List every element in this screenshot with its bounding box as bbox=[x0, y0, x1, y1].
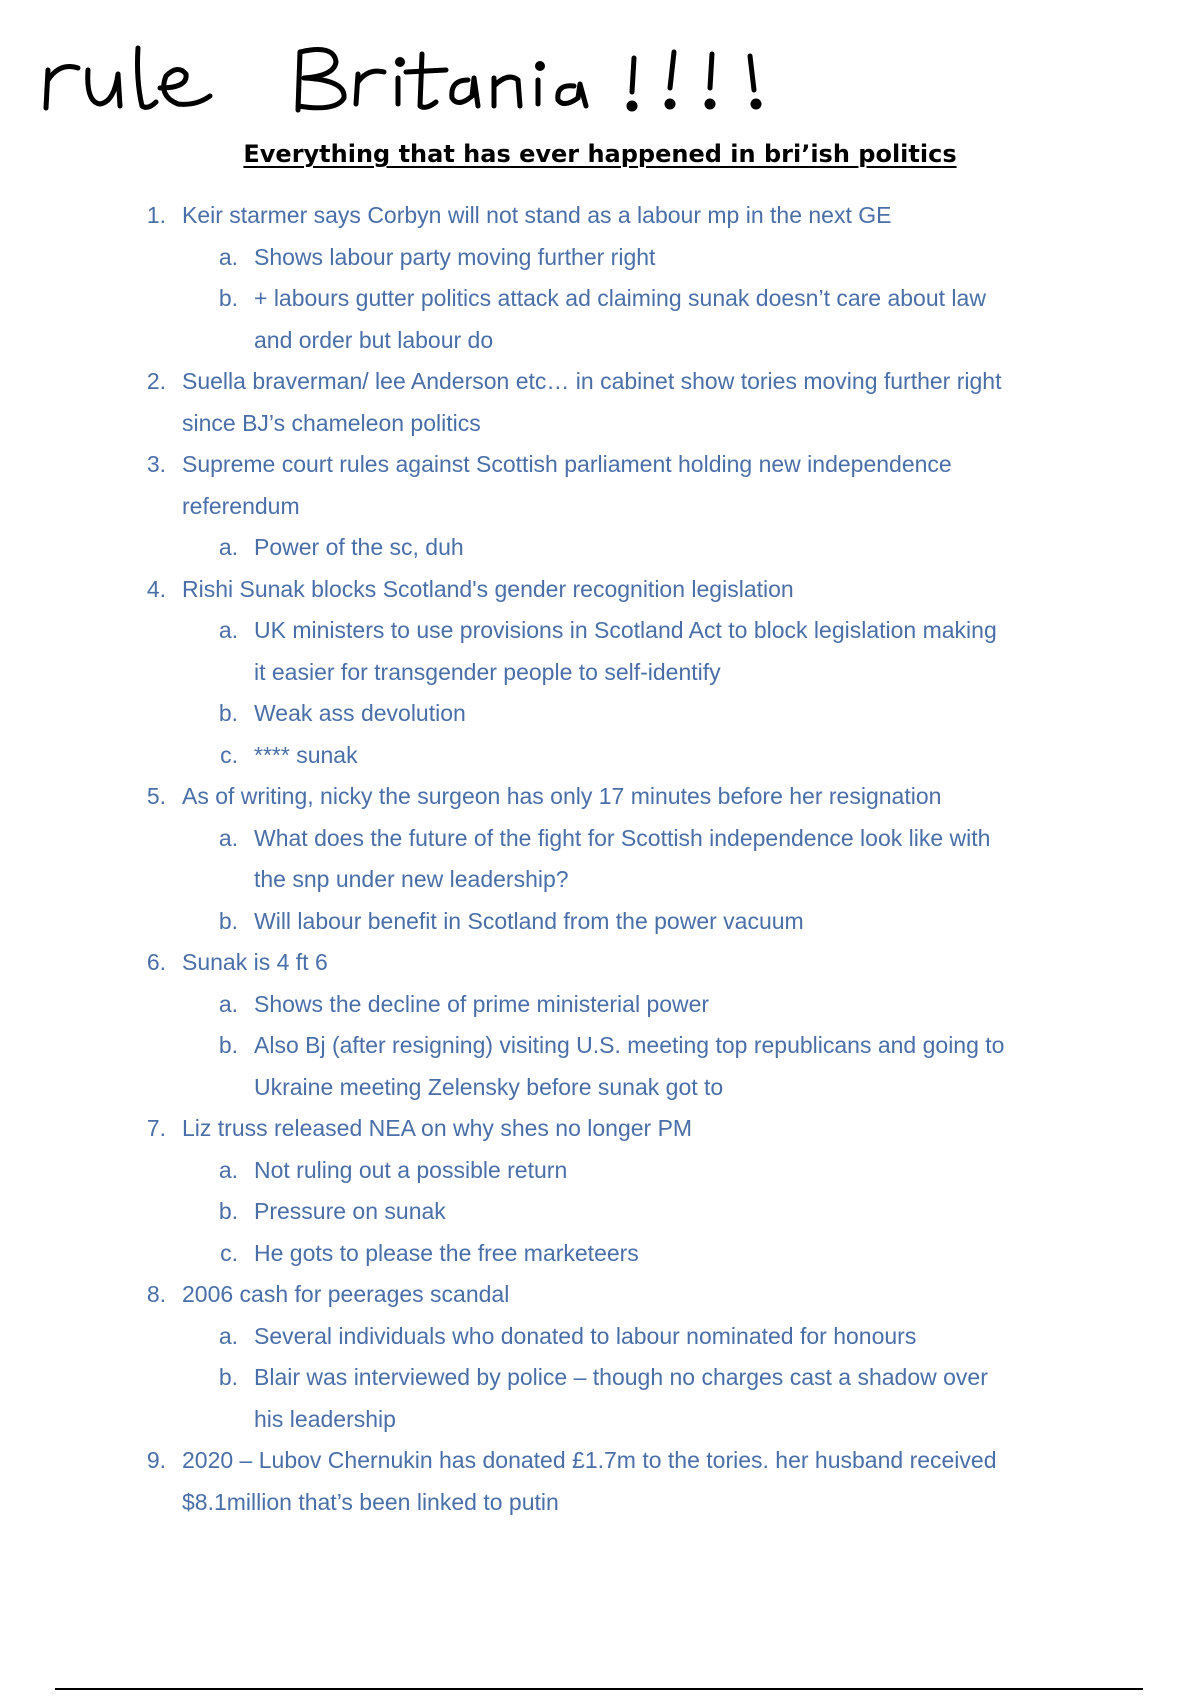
list-marker: 7. bbox=[146, 1115, 166, 1141]
list-item-text: Sunak is 4 ft 6 bbox=[182, 949, 328, 975]
list-item-text: $8.1million that’s been linked to putin bbox=[182, 1488, 559, 1515]
list-item bbox=[0, 1191, 1200, 1233]
list-marker: 2. bbox=[146, 368, 166, 394]
list-item-continuation bbox=[0, 486, 1200, 528]
list-item-continuation bbox=[0, 1399, 1200, 1441]
page-bottom-rule bbox=[55, 1688, 1143, 1690]
list-marker: b. bbox=[218, 285, 238, 311]
list-marker: a. bbox=[218, 534, 238, 560]
list-marker: 4. bbox=[146, 575, 166, 602]
list-marker: a. bbox=[218, 617, 238, 643]
list-item bbox=[0, 527, 1200, 569]
list-marker: 8. bbox=[146, 1281, 166, 1307]
list-item-text: **** sunak bbox=[254, 741, 358, 768]
list-item-continuation bbox=[0, 1482, 1200, 1524]
list-marker: a. bbox=[218, 1156, 238, 1183]
list-marker: 1. bbox=[146, 202, 166, 228]
outline-list bbox=[0, 195, 1200, 1523]
list-item-text: Also Bj (after resigning) visiting U.S. meeting top republicans and going to bbox=[254, 1032, 1005, 1058]
list-item bbox=[0, 818, 1200, 860]
list-item bbox=[0, 693, 1200, 735]
list-item bbox=[0, 1316, 1200, 1358]
list-marker: b. bbox=[218, 907, 238, 934]
list-item bbox=[0, 1025, 1200, 1067]
list-item-text: Will labour benefit in Scotland from the power vacuum bbox=[254, 907, 804, 934]
list-item bbox=[0, 361, 1200, 403]
list-item-text: Not ruling out a possible return bbox=[254, 1156, 568, 1183]
list-item bbox=[0, 1233, 1200, 1275]
list-marker: b. bbox=[218, 1032, 238, 1058]
list-item-text: since BJ’s chameleon politics bbox=[182, 409, 481, 436]
list-item-text: Blair was interviewed by police – though no charges cast a shadow over bbox=[254, 1364, 988, 1390]
list-item-text: the snp under new leadership? bbox=[254, 866, 569, 892]
list-item-continuation bbox=[0, 1067, 1200, 1109]
list-item-text: and order but labour do bbox=[254, 326, 494, 353]
document-title: Everything that has ever happened in bri’ish politics bbox=[243, 140, 957, 168]
list-item-text: What does the future of the fight for Scottish independence look like with bbox=[254, 824, 991, 851]
list-item bbox=[0, 984, 1200, 1026]
list-item-text: Keir starmer says Corbyn will not stand as a labour mp in the next GE bbox=[182, 202, 892, 228]
list-item-text: UK ministers to use provisions in Scotland Act to block legislation making bbox=[254, 617, 997, 643]
list-item bbox=[0, 1440, 1200, 1482]
list-marker: c. bbox=[220, 741, 238, 768]
list-marker: 6. bbox=[146, 949, 166, 975]
list-item bbox=[0, 1357, 1200, 1399]
list-item-text: Pressure on sunak bbox=[254, 1198, 446, 1224]
list-item-text: Supreme court rules against Scottish parliament holding new independence bbox=[182, 451, 952, 477]
list-marker: 5. bbox=[146, 783, 166, 809]
list-item bbox=[0, 195, 1200, 237]
list-marker: a. bbox=[218, 1322, 238, 1349]
list-item bbox=[0, 237, 1200, 279]
list-item bbox=[0, 1274, 1200, 1316]
list-marker: b. bbox=[218, 700, 238, 726]
list-item-text: it easier for transgender people to self-identify bbox=[254, 658, 721, 685]
list-item-text: He gots to please the free marketeers bbox=[254, 1239, 639, 1266]
list-item bbox=[0, 901, 1200, 943]
list-marker: 9. bbox=[146, 1447, 166, 1473]
list-item bbox=[0, 942, 1200, 984]
list-marker: b. bbox=[218, 1198, 238, 1224]
list-item-text: Suella braverman/ lee Anderson etc… in cabinet show tories moving further right bbox=[182, 368, 1002, 394]
list-item-text: As of writing, nicky the surgeon has only 17 minutes before her resignation bbox=[182, 783, 942, 809]
list-item bbox=[0, 610, 1200, 652]
list-item-text: his leadership bbox=[254, 1405, 396, 1432]
list-item bbox=[0, 569, 1200, 611]
list-item-continuation bbox=[0, 320, 1200, 362]
list-item-continuation bbox=[0, 403, 1200, 445]
handwritten-note bbox=[38, 40, 838, 130]
list-item-continuation bbox=[0, 859, 1200, 901]
list-item-text: Several individuals who donated to labour nominated for honours bbox=[254, 1322, 917, 1349]
list-marker: c. bbox=[220, 1239, 238, 1266]
list-item-continuation bbox=[0, 652, 1200, 694]
list-marker: 3. bbox=[146, 451, 166, 477]
list-item bbox=[0, 776, 1200, 818]
list-item-text: 2020 – Lubov Chernukin has donated £1.7m to the tories. her husband received bbox=[182, 1447, 997, 1473]
list-item-text: Power of the sc, duh bbox=[254, 534, 464, 560]
list-item-text: Weak ass devolution bbox=[254, 700, 466, 726]
list-marker: b. bbox=[218, 1364, 238, 1390]
list-item bbox=[0, 278, 1200, 320]
list-item-text: Shows the decline of prime ministerial power bbox=[254, 990, 710, 1017]
list-item-text: referendum bbox=[182, 492, 300, 519]
list-marker: a. bbox=[218, 824, 238, 851]
list-item bbox=[0, 444, 1200, 486]
list-item-text: Ukraine meeting Zelensky before sunak got to bbox=[254, 1073, 724, 1100]
list-marker: a. bbox=[218, 990, 238, 1017]
list-item-text: Shows labour party moving further right bbox=[254, 243, 656, 270]
list-item-text: Rishi Sunak blocks Scotland's gender recognition legislation bbox=[182, 575, 794, 602]
list-item bbox=[0, 1150, 1200, 1192]
list-item bbox=[0, 735, 1200, 777]
list-item-text: Liz truss released NEA on why shes no longer PM bbox=[182, 1115, 693, 1141]
list-item-text: + labours gutter politics attack ad claiming sunak doesn’t care about law bbox=[254, 285, 986, 311]
list-item bbox=[0, 1108, 1200, 1150]
list-item-text: 2006 cash for peerages scandal bbox=[182, 1281, 510, 1307]
list-marker: a. bbox=[218, 243, 238, 270]
